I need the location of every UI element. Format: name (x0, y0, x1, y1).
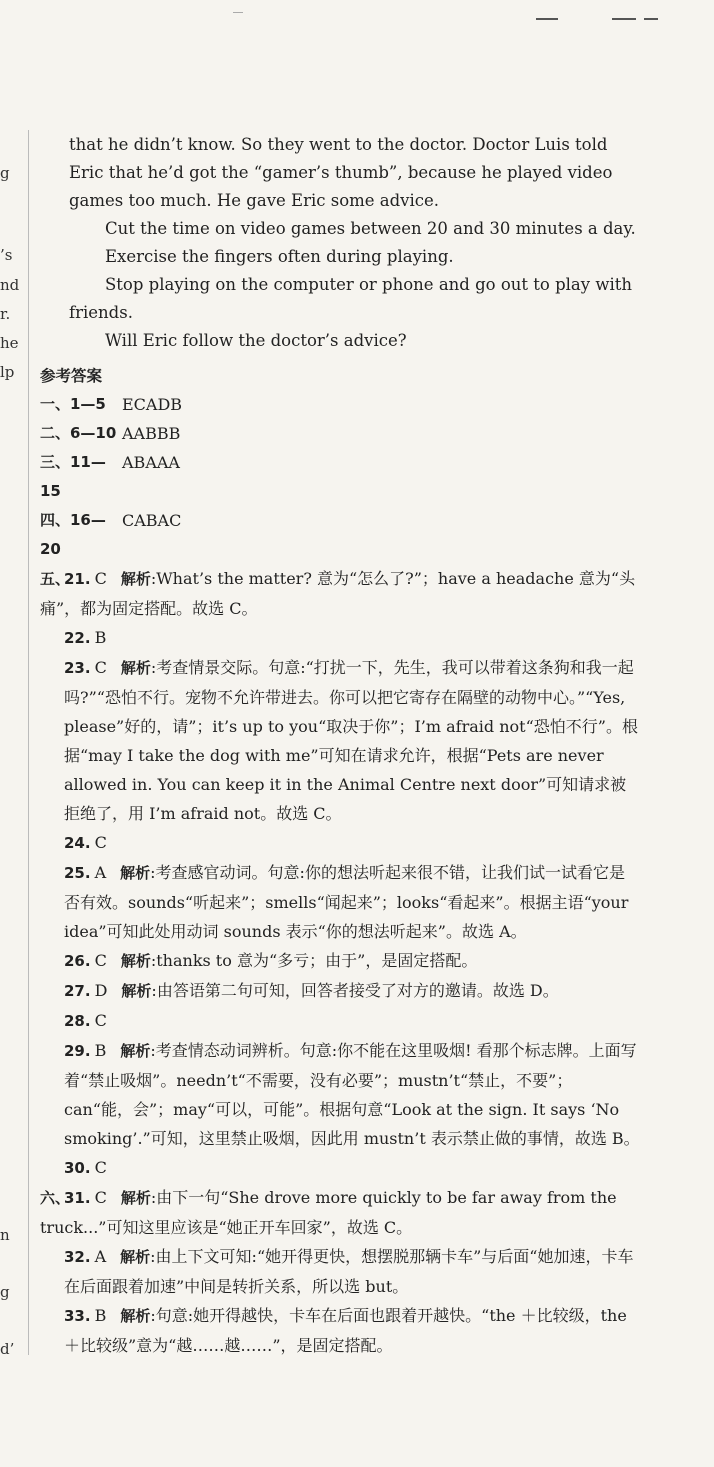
answer-item (40, 1036, 640, 1153)
header-rule (612, 18, 636, 20)
section-label: 六、 (40, 1189, 71, 1207)
item-answer: C (94, 1158, 107, 1177)
advice-line: Exercise the fingers often during playing. (105, 247, 454, 266)
item-answer: A (94, 1247, 107, 1266)
item-number: 32. (64, 1248, 91, 1266)
analysis-text: :考查感官动词。句意:你的想法听起来很不错，让我们试一试看它是否有效。sounds“听起来”；smells“闻起来”；looks“看起来”。根据主语“your idea”可知此处用动词 sounds 表示“你的想法听起来”。故选 A。 (64, 863, 629, 941)
item-answer: B (94, 1041, 107, 1060)
answer-item (40, 858, 640, 946)
answer-item (40, 623, 640, 653)
margin-fragment: nd (0, 276, 20, 294)
margin-fragment: lp (0, 363, 15, 381)
item-number: 21. (64, 570, 91, 588)
item-number: 23. (64, 659, 91, 677)
header-rule (536, 18, 558, 20)
binding-edge (28, 130, 29, 1355)
answer-item (40, 946, 640, 976)
margin-fragment: g (0, 164, 10, 182)
margin-fragment: d’ (0, 1340, 15, 1358)
item-number: 31. (64, 1189, 91, 1207)
item-number: 27. (64, 982, 91, 1000)
item-answer: C (94, 951, 107, 970)
analysis-text: :thanks to 意为“多亏；由于”，是固定搭配。 (150, 951, 478, 970)
mc-answers: ABAAA (122, 453, 180, 472)
analysis-label: 解析 (121, 982, 152, 1000)
analysis-label: 解析 (120, 952, 151, 970)
item-answer: D (94, 981, 108, 1000)
item-number: 25. (64, 864, 91, 882)
answer-item (40, 653, 640, 828)
analysis-text: :由下一句“She drove more quickly to be far away from the truck...”可知这里应该是“她正开车回家”，故选 C。 (40, 1188, 617, 1237)
margin-fragment: he (0, 334, 19, 352)
mc-answers: CABAC (122, 511, 182, 530)
item-answer: C (94, 1011, 107, 1030)
mc-answer-row (40, 448, 640, 506)
mc-answer-row (40, 419, 640, 448)
item-answer: C (94, 569, 107, 588)
answer-item (40, 828, 640, 858)
analysis-text: :句意:她开得越快，卡车在后面也跟着开越快。“the ＋比较级，the ＋比较级”意为“越……越……”，是固定搭配。 (64, 1306, 627, 1355)
analysis-label: 解析 (120, 1042, 151, 1060)
margin-fragment: r. (0, 305, 11, 323)
margin-fragment: g (0, 1283, 10, 1301)
answer-item (40, 1153, 640, 1183)
advice-line: Stop playing on the computer or phone and go out to play with friends. (69, 275, 632, 322)
answer-item (40, 1301, 640, 1360)
answer-item (40, 1242, 640, 1301)
analysis-text: :What’s the matter? 意为“怎么了?”；have a headache 意为“头痛”，都为固定搭配。故选 C。 (40, 569, 636, 618)
item-number: 28. (64, 1012, 91, 1030)
item-number: 29. (64, 1042, 91, 1060)
item-answer: A (94, 863, 107, 882)
analysis-label: 解析 (120, 1248, 151, 1266)
reading-passage (69, 131, 639, 355)
item-answer: C (94, 1188, 107, 1207)
item-answer: C (94, 833, 107, 852)
mc-range: 一、1—5 (40, 395, 106, 413)
item-number: 33. (64, 1307, 91, 1325)
analysis-label: 解析 (120, 1189, 151, 1207)
analysis-label: 解析 (120, 1307, 151, 1325)
answer-key-title: 参考答案 (40, 367, 103, 385)
item-number: 22. (64, 629, 91, 647)
item-number: 24. (64, 834, 91, 852)
item-answer: C (94, 658, 107, 677)
answer-item (40, 1183, 640, 1242)
mc-answers: ECADB (122, 395, 183, 414)
mc-answer-row (40, 506, 640, 564)
item-number: 30. (64, 1159, 91, 1177)
mc-range: 三、11—15 (40, 453, 106, 500)
section-label: 五、 (40, 570, 71, 588)
analysis-text: :由上下文可知:“她开得更快，想摆脱那辆卡车”与后面“她加速，卡车在后面跟着加速”中间是转折关系，所以选 but。 (64, 1247, 634, 1296)
analysis-text: :考查情景交际。句意:“打扰一下，先生，我可以带着这条狗和我一起吗?”“恐怕不行。宠物不允许带进去。你可以把它寄存在隔壁的动物中心。”“Yes, please”好的，请”；it’s up to you“取决于你”；I’m afraid not“恐怕不行”。根据“may I take the dog with me”可知在请求允许，根据“Pets are never allowed in. You can keep it in the Animal Centre next door”可知请求被拒绝了，用 I’m afraid not。故选 C。 (64, 658, 638, 823)
analysis-label: 解析 (120, 570, 151, 588)
margin-fragment: n (0, 1226, 10, 1244)
item-answer: B (94, 628, 107, 647)
mc-range: 四、16—20 (40, 511, 106, 558)
answer-item (40, 976, 640, 1006)
mc-range: 二、6—10 (40, 424, 117, 442)
item-number: 26. (64, 952, 91, 970)
analysis-label: 解析 (120, 659, 151, 677)
passage-paragraph: that he didn’t know. So they went to the doctor. Doctor Luis told Eric that he’d got the “gamer’s thumb”, because he played video games too much. He gave Eric some advice. (69, 135, 613, 210)
margin-fragment: ’s (0, 246, 13, 264)
answer-item (40, 564, 640, 623)
advice-line: Cut the time on video games between 20 and 30 minutes a day. (105, 219, 636, 238)
question-line: Will Eric follow the doctor’s advice? (105, 331, 407, 350)
analysis-label: 解析 (120, 864, 151, 882)
answer-item (40, 1006, 640, 1036)
answer-key (40, 362, 640, 1360)
header-rule (644, 18, 658, 20)
header-rule (233, 12, 243, 13)
analysis-text: :考查情态动词辨析。句意:你不能在这里吸烟! 看那个标志牌。上面写着“禁止吸烟”。needn’t“不需要，没有必要”；mustn’t“禁止，不要”；can“能，会”；may“可以，可能”。根据句意“Look at the sign. It says ‘No smoking’.”可知，这里禁止吸烟，因此用 mustn’t 表示禁止做的事情，故选 B。 (64, 1041, 640, 1148)
mc-answers: AABBB (122, 424, 181, 443)
item-answer: B (94, 1306, 107, 1325)
mc-answer-row (40, 390, 640, 419)
analysis-text: :由答语第二句可知，回答者接受了对方的邀请。故选 D。 (151, 981, 559, 1000)
